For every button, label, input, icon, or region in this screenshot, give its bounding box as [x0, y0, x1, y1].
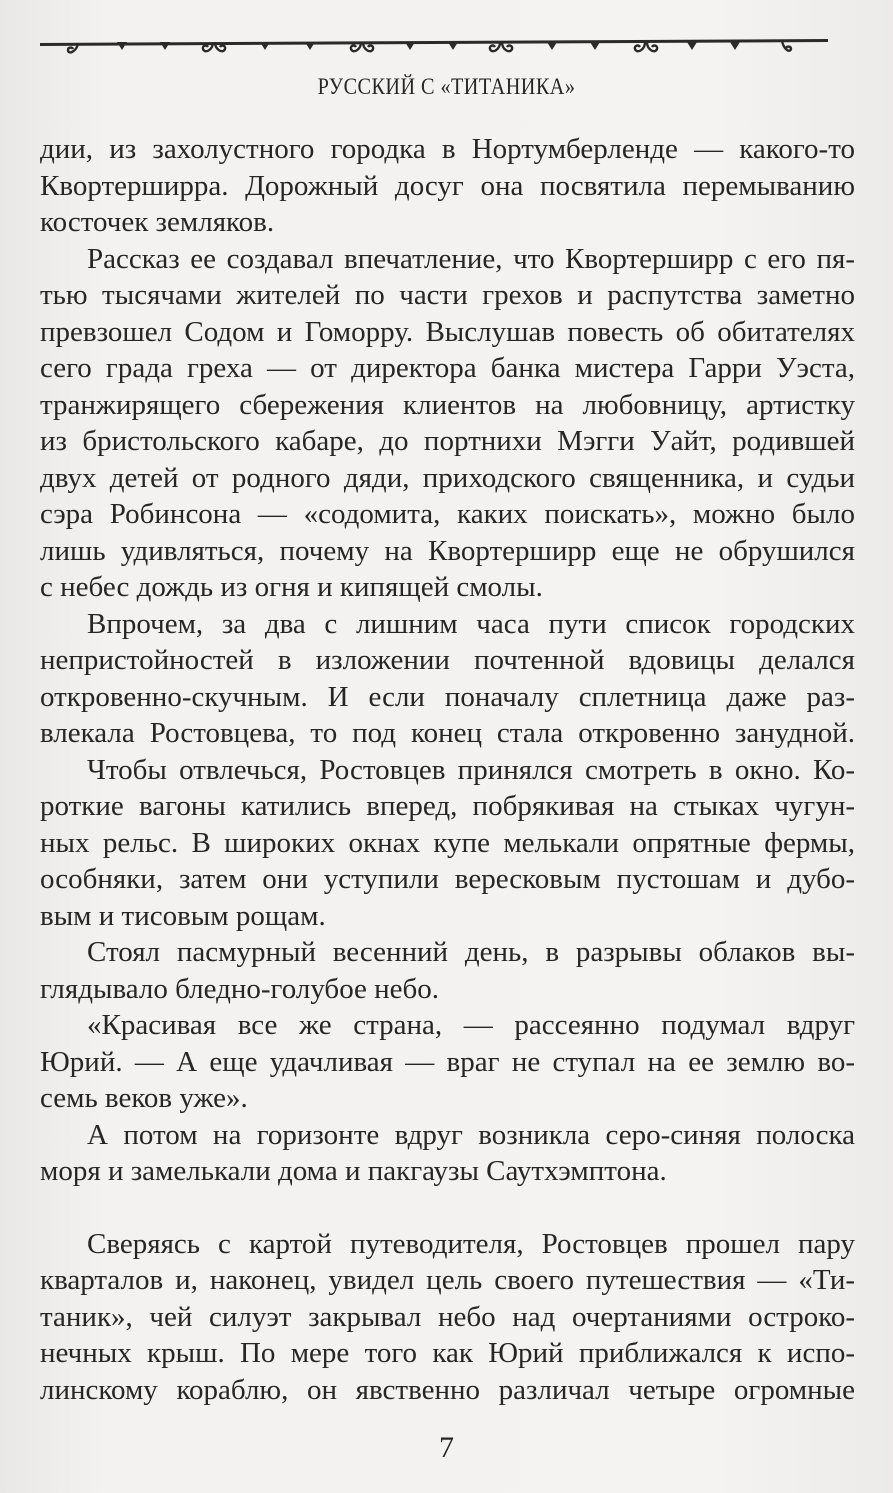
- text-line: Сверяясь с картой путеводителя, Ростовцев прошел пару: [87, 1227, 855, 1260]
- paragraph: [40, 606, 855, 752]
- text-line: особняки, затем они уступили вересковым пустошам и дубо-: [40, 863, 855, 895]
- paragraph: [40, 1007, 855, 1117]
- text-line: ных рельс. В широких окнах купе мелькали опрятные фермы,: [40, 826, 855, 859]
- text-line: кварталов и, наконец, увидел цель своего путешествия — «Ти-: [40, 1264, 855, 1296]
- text-line: сэра Робинсона — «содомита, каких поискать», можно было: [40, 498, 855, 530]
- text-line: транжирящего сбережения клиентов на любовницу, артистку: [40, 388, 855, 421]
- paragraph: [40, 1226, 855, 1409]
- body-text: [40, 131, 855, 1408]
- text-line: из бристольского кабаре, до портнихи Мэгги Уайт, родившей: [40, 425, 855, 457]
- text-line: влекала Ростовцева, то под конец стала откровенно занудной.: [40, 717, 855, 749]
- text-line: дии, из захолустного городка в Нортумберленде — какого-то: [40, 133, 855, 165]
- text-line: Юрий. — А еще удачливая — враг не ступал на ее землю во-: [40, 1045, 855, 1078]
- paragraph: [40, 241, 855, 606]
- header-ornament: [0, 0, 893, 70]
- text-line: косточек земляков.: [40, 206, 275, 238]
- page-number: 7: [439, 1431, 454, 1464]
- section-break: [40, 1190, 855, 1226]
- paragraph: [40, 1117, 855, 1190]
- text-line: нечных крыш. По мере того как Юрий приближался к испо-: [40, 1337, 855, 1369]
- paragraph: [40, 752, 855, 935]
- text-line: моря и замелькали дома и пакгаузы Саутхэмптона.: [40, 1155, 667, 1187]
- text-line: Впрочем, за два с лишним часа пути список городских: [87, 607, 855, 640]
- text-line: сего града греха — от директора банка мистера Гарри Уэста,: [40, 352, 855, 384]
- text-line: Рассказ ее создавал впечатление, что Квортерширр с его пя-: [87, 242, 855, 275]
- running-title: РУССКИЙ С «ТИТАНИКА»: [317, 74, 576, 99]
- text-line: превзошел Содом и Гоморру. Выслушав повесть об обитателях: [40, 315, 855, 348]
- text-line: с небес дождь из огня и кипящей смолы.: [40, 571, 543, 603]
- text-line: тью тысячами жителей по части грехов и распутства заметно: [40, 279, 855, 311]
- text-line: Стоял пасмурный весенний день, в разрывы облаков вы-: [87, 936, 855, 968]
- text-line: таник», чей силуэт закрывал небо над очертаниями остроко-: [40, 1300, 855, 1333]
- text-line: А потом на горизонте вдруг возникла серо-синяя полоска: [87, 1118, 855, 1151]
- text-line: Квортерширра. Дорожный досуг она посвятила перемыванию: [40, 169, 855, 202]
- text-line: роткие вагоны катились вперед, побрякивая на стыках чугун-: [40, 790, 855, 822]
- text-line: глядывало бледно-голубое небо.: [40, 972, 440, 1005]
- text-line: двух детей от родного дяди, приходского священника, и судьи: [40, 461, 855, 494]
- text-line: Чтобы отвлечься, Ростовцев принялся смотреть в окно. Ко-: [87, 753, 855, 786]
- text-line: непристойностей в изложении почтенной вдовицы делался: [40, 644, 855, 676]
- text-line: откровенно-скучным. И если поначалу сплетница даже раз-: [40, 680, 855, 713]
- text-line: «Красивая все же страна, — рассеянно подумал вдруг: [87, 1009, 855, 1041]
- text-line: семь веков уже».: [40, 1082, 248, 1114]
- text-line: лишь удивляться, почему на Квортерширр еще не обрушился: [40, 534, 855, 567]
- paragraph: [40, 934, 855, 1007]
- text-line: линскому кораблю, он явственно различал четыре огромные: [40, 1373, 855, 1406]
- paragraph: [40, 131, 855, 241]
- text-line: вым и тисовым рощам.: [40, 899, 326, 932]
